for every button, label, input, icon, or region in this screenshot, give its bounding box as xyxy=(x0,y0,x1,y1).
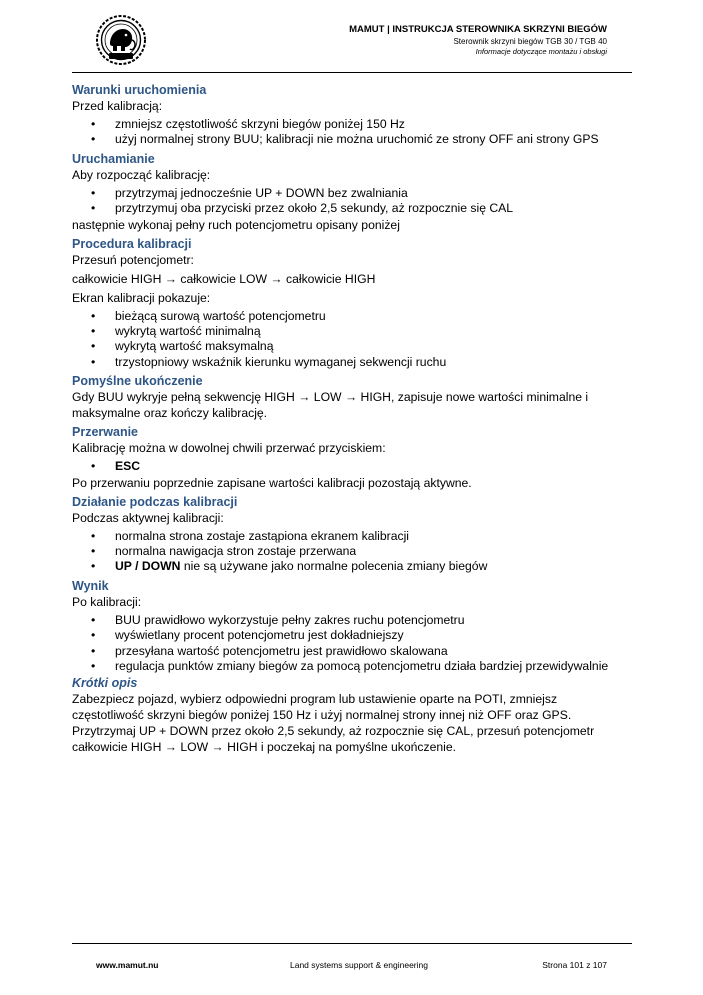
paragraph: Kalibrację można w dowolnej chwili przerwać przyciskiem: xyxy=(72,441,386,456)
list-item: • UP / DOWN nie są używane jako normalne polecenia zmiany biegów xyxy=(91,559,488,574)
document-body xyxy=(72,82,632,755)
bullet-list xyxy=(72,459,632,474)
paragraph: Ekran kalibracji pokazuje: xyxy=(72,290,211,305)
list-item: • użyj normalnej strony BUU; kalibracji nie można uruchomić ze strony OFF ani strony GPS xyxy=(91,132,599,147)
header-note: Informacje dotyczące montażu i obsługi xyxy=(475,47,607,56)
section-heading-wynik: Wynik xyxy=(72,578,109,593)
list-item: • BUU prawidłowo wykorzystuje pełny zakres ruchu potencjometru xyxy=(91,612,465,627)
section-heading-przerwanie: Przerwanie xyxy=(72,425,139,440)
list-item: • normalna nawigacja stron zostaje przerwana xyxy=(91,544,357,559)
header-title: MAMUT | INSTRUKCJA STEROWNIKA SKRZYNI BIEGÓW xyxy=(349,24,607,35)
list-item: • trzystopniowy wskaźnik kierunku wymaganej sekwencji ruchu xyxy=(91,354,447,369)
section-heading-uruchamianie: Uruchamianie xyxy=(72,151,155,166)
list-item: • zmniejsz częstotliwość skrzyni biegów poniżej 150 Hz xyxy=(91,117,405,131)
header-divider xyxy=(72,72,632,73)
bullet-list xyxy=(72,117,632,148)
section-heading-procedura: Procedura kalibracji xyxy=(72,236,192,251)
paragraph: Podczas aktywnej kalibracji: xyxy=(72,510,224,525)
page-header xyxy=(349,24,607,57)
paragraph: Po kalibracji: xyxy=(72,594,142,609)
list-item: • wyświetlany procent potencjometru jest dokładniejszy xyxy=(91,628,404,643)
paragraph: Aby rozpocząć kalibrację: xyxy=(72,167,211,182)
company-logo xyxy=(95,14,147,66)
section-heading-pomyslne: Pomyślne ukończenie xyxy=(72,374,203,389)
list-item: • ESC xyxy=(91,459,141,474)
bullet-list xyxy=(72,613,632,675)
sequence-text: całkowicie HIGH → całkowicie LOW → całkowicie HIGH xyxy=(72,271,376,286)
footer-divider xyxy=(72,943,632,944)
footer-website: www.mamut.nu xyxy=(96,960,159,970)
list-item: • przytrzymaj jednocześnie UP + DOWN bez zwalniania xyxy=(91,185,408,200)
paragraph: Gdy BUU wykryje pełną sekwencję HIGH → LOW → HIGH, zapisuje nowe wartości minimalne i maksymalne oraz kończy kalibrację. xyxy=(72,390,589,421)
paragraph: Przed kalibracją: xyxy=(72,99,163,113)
paragraph: Przesuń potencjometr: xyxy=(72,252,194,267)
footer-page-number: Strona 101 z 107 xyxy=(542,960,607,970)
footer-tagline: Land systems support & engineering xyxy=(290,960,428,970)
list-item: • normalna strona zostaje zastąpiona ekranem kalibracji xyxy=(91,528,410,543)
paragraph: Po przerwaniu poprzednie zapisane wartości kalibracji pozostają aktywne. xyxy=(72,475,472,490)
section-heading-dzialanie: Działanie podczas kalibracji xyxy=(72,494,238,509)
paragraph: Zabezpiecz pojazd, wybierz odpowiedni program lub ustawienie oparte na POTI, zmniejsz częstotliwość skrzyni biegów poniżej 150 Hz i użyj normalnej strony innej niż OFF oraz GPS. Przytrzymaj UP + DOWN przez około 2,5 sekundy, aż rozpocznie się CAL, przesuń potencjometr całkowicie HIGH → LOW → HIGH i poczekaj na pomyślne ukończenie. xyxy=(72,691,595,754)
list-item: • przytrzymuj oba przyciski przez około 2,5 sekundy, aż rozpocznie się CAL xyxy=(91,201,514,216)
list-item: • bieżącą surową wartość potencjometru xyxy=(91,308,326,323)
updown-key-label: UP / DOWN xyxy=(115,559,181,574)
list-item: • wykrytą wartość minimalną xyxy=(91,324,261,339)
list-item: • wykrytą wartość maksymalną xyxy=(91,339,274,354)
paragraph: następnie wykonaj pełny ruch potencjometru opisany poniżej xyxy=(72,217,400,232)
bullet-list xyxy=(72,186,632,217)
bullet-list xyxy=(72,529,632,575)
esc-key-label: ESC xyxy=(115,459,141,474)
header-subtitle: Sterownik skrzyni biegów TGB 30 / TGB 40 xyxy=(453,37,607,46)
bullet-list xyxy=(72,309,632,371)
section-heading-krotki-opis: Krótki opis xyxy=(72,675,138,690)
list-item: • przesyłana wartość potencjometru jest prawidłowo skalowana xyxy=(91,643,448,658)
list-item: • regulacja punktów zmiany biegów za pomocą potencjometru działa bardziej przewidywalnie xyxy=(91,659,609,674)
section-heading-warunki: Warunki uruchomienia xyxy=(72,83,207,97)
